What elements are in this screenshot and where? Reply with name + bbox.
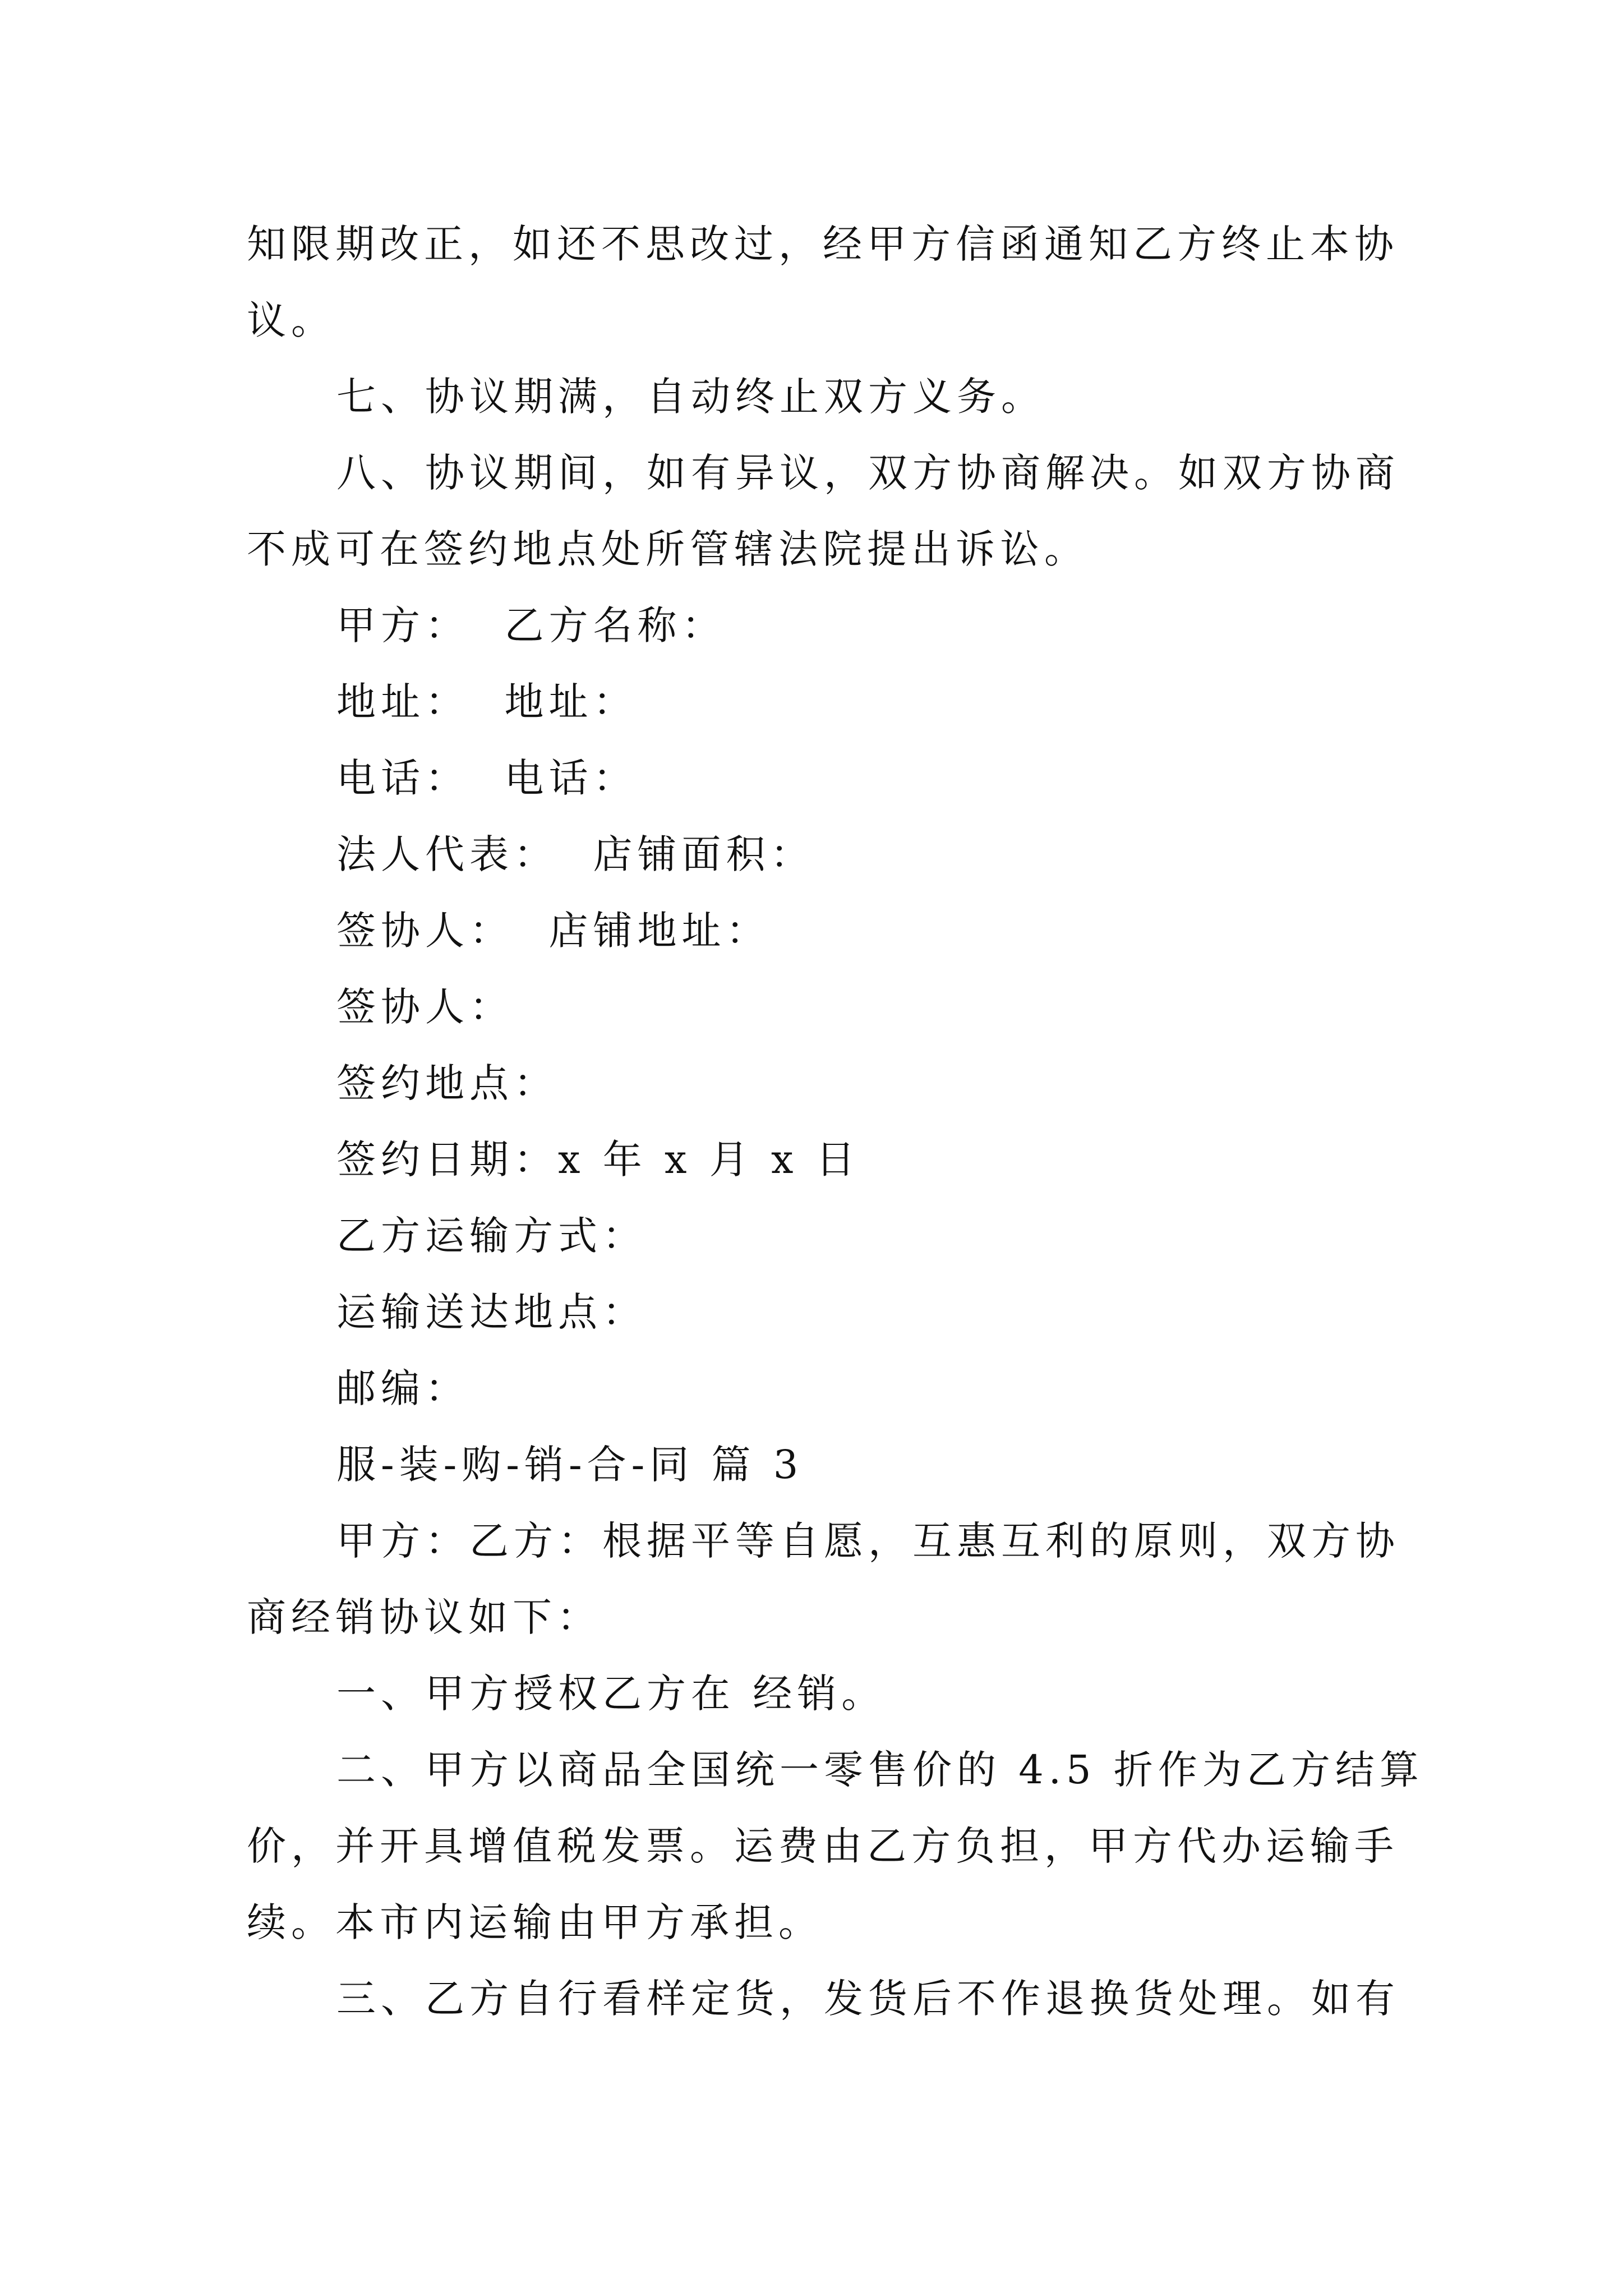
postcode: 邮编： — [336, 1365, 469, 1411]
party-names: 甲方： 乙方名称： — [336, 602, 726, 648]
text-line-2: 议。 — [247, 297, 335, 343]
clause-3: 三、乙方自行看样定货，发货后不作退换货处理。如有 — [336, 1976, 1400, 2022]
signing-place: 签约地点： — [336, 1060, 558, 1106]
intro-paragraph: 甲方：乙方：根据平等自愿，互惠互利的原则，双方协 — [336, 1518, 1400, 1564]
signer-store-address: 签协人： 店铺地址： — [336, 908, 771, 954]
text-line-1: 知限期改正，如还不思改过，经甲方信函通知乙方终止本协 — [247, 221, 1399, 267]
clause-8: 八、协议期间，如有异议，双方协商解决。如双方协商 — [336, 450, 1400, 496]
clause-2-cont-2: 续。本市内运输由甲方承担。 — [247, 1899, 823, 1945]
party-address: 地址： 地址： — [336, 679, 638, 725]
clause-2-cont-1: 价，并开具增值税发票。运费由乙方负担，甲方代办运输手 — [247, 1823, 1399, 1869]
transport-method: 乙方运输方式： — [336, 1213, 647, 1259]
intro-paragraph-cont: 商经销协议如下： — [247, 1594, 601, 1640]
clause-2: 二、甲方以商品全国统一零售价的 4.5 折作为乙方结算 — [336, 1747, 1424, 1793]
clause-1: 一、甲方授权乙方在 经销。 — [336, 1671, 886, 1717]
clause-8-cont: 不成可在签约地点处所管辖法院提出诉讼。 — [247, 526, 1089, 572]
party-phone: 电话： 电话： — [336, 755, 638, 801]
signer: 签协人： — [336, 984, 514, 1030]
delivery-place: 运输送达地点： — [336, 1289, 647, 1335]
clause-7: 七、协议期满，自动终止双方义务。 — [336, 374, 1045, 420]
section-title: 服-装-购-销-合-同 篇 3 — [336, 1442, 804, 1488]
signing-date: 签约日期：x 年 x 月 x 日 — [336, 1137, 860, 1182]
legal-rep-store-area: 法人代表： 店铺面积： — [336, 831, 815, 877]
